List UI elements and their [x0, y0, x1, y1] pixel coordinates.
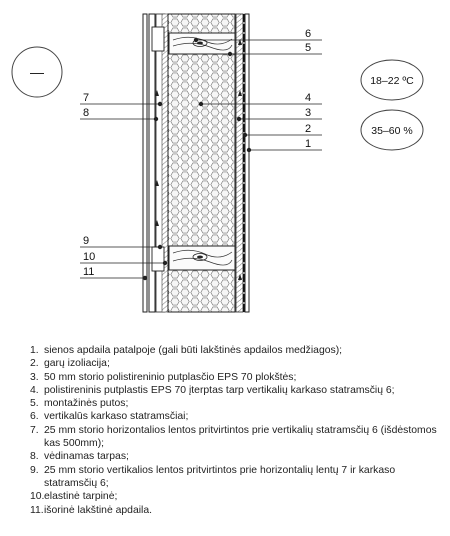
callout-10: 10: [83, 251, 96, 263]
callout-11: 11: [83, 266, 95, 278]
section-symbol: [12, 47, 62, 97]
frame-stud-top: [169, 33, 235, 54]
callout-4: 4: [305, 92, 312, 104]
legend-list: [30, 344, 445, 517]
callout-2: 2: [305, 123, 312, 135]
legend-item: 5. montažinės putos;: [30, 398, 129, 410]
legend-item: 10. elastinė tarpinė;: [30, 491, 118, 503]
outer-sheathing: [143, 14, 147, 312]
section-symbol-text: —: [30, 64, 44, 80]
frame-stud-bottom: [169, 246, 235, 270]
callout-7: 7: [83, 92, 90, 104]
temperature-condition: [361, 60, 423, 100]
interior-finish: [245, 14, 249, 312]
legend-item: 8. vėdinamas tarpas;: [30, 451, 129, 463]
callout-5: 5: [305, 42, 312, 54]
legend-item: 4. polistireninis putplastis EPS 70 įterptas tarp vertikalių karkaso statramsčių 6;: [30, 384, 395, 396]
callout-1: 1: [305, 138, 312, 150]
temperature-text: 18–22 ºC: [370, 75, 414, 87]
legend-item: 3. 50 mm storio polistireninio putplasčio EPS 70 plokštės;: [30, 371, 297, 383]
legend-item: 6. vertikalūs karkaso statramsčiai;: [30, 411, 189, 423]
lath-top: [152, 27, 164, 51]
humidity-text: 35–60 %: [371, 125, 413, 137]
eps-50mm: [236, 14, 243, 312]
legend-item: 2. garų izoliacija;: [30, 358, 110, 370]
legend-item: 1. sienos apdaila patalpoje (gali būti lakštinės apdailos medžiagos);: [30, 345, 343, 356]
lath-bottom: [152, 247, 164, 271]
callout-9: 9: [83, 235, 90, 247]
legend-item: 7. 25 mm storio horizontalios lentos pritvirtintos prie vertikalių statramsčių 6 (išdėstomos kas 500mm);: [30, 424, 437, 450]
humidity-condition: [361, 110, 423, 150]
legend-item: 11. išorinė lakštinė apdaila.: [30, 504, 153, 516]
callout-6: 6: [305, 28, 312, 40]
callout-3: 3: [305, 107, 312, 119]
callout-8: 8: [83, 107, 90, 119]
legend-item: 9. 25 mm storio vertikalios lentos pritvirtintos prie horizontalių lentų 7 ir karkaso statramsčių 6;: [30, 464, 396, 489]
